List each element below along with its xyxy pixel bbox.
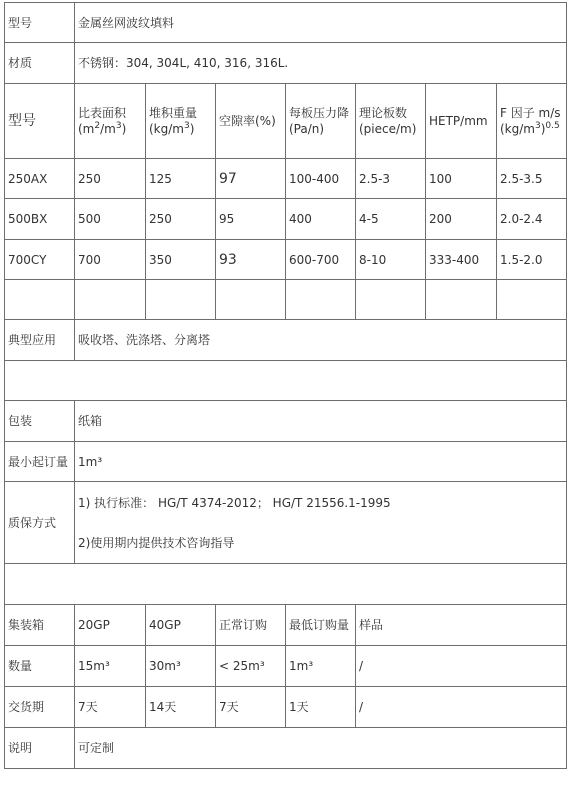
note-value: 可定制 [75, 728, 567, 769]
cell-surface-area: 250 [75, 159, 146, 199]
header-pressure-drop: 每板压力降 (Pa/n) [286, 84, 356, 159]
spec-row [5, 199, 567, 240]
model-value: 金属丝网波纹填料 [75, 3, 567, 43]
cell-hetp: 333-400 [426, 240, 497, 280]
cell-bulk-weight: 125 [146, 159, 216, 199]
spacer-row [5, 564, 567, 605]
shipping-header-row [5, 605, 567, 646]
packaging-label: 包装 [5, 401, 75, 442]
delivery-sample: / [356, 687, 567, 728]
cell-void-ratio: 95 [216, 199, 286, 240]
cell-plates: 8-10 [356, 240, 426, 280]
warranty-line-2: 2)使用期内提供技术咨询指导 [78, 535, 235, 550]
cell-model: 250AX [5, 159, 75, 199]
quantity-normal: < 25m³ [216, 646, 286, 687]
quantity-row [5, 646, 567, 687]
cell-f-factor: 2.5-3.5 [497, 159, 567, 199]
moq-value: 1m³ [75, 442, 567, 482]
cell-pressure-drop: 600-700 [286, 240, 356, 280]
header-normal-order: 正常订购 [216, 605, 286, 646]
quantity-label: 数量 [5, 646, 75, 687]
header-sample: 样品 [356, 605, 567, 646]
model-row [5, 3, 567, 43]
header-theoretical-plates: 理论板数 (piece/m) [356, 84, 426, 159]
warranty-value [75, 482, 567, 564]
cell-plates: 2.5-3 [356, 159, 426, 199]
cell-hetp: 200 [426, 199, 497, 240]
material-row [5, 43, 567, 84]
application-row [5, 320, 567, 361]
header-minimum-order: 最低订购量 [286, 605, 356, 646]
spec-header-row [5, 84, 567, 159]
cell-bulk-weight: 250 [146, 199, 216, 240]
cell-f-factor: 1.5-2.0 [497, 240, 567, 280]
spec-row [5, 159, 567, 199]
cell-void-ratio: 93 [216, 240, 286, 280]
header-f-factor: F 因子 m/s $(kg/m^3)^{0.5}$ [497, 84, 567, 159]
quantity-minimum: 1m³ [286, 646, 356, 687]
header-20gp: 20GP [75, 605, 146, 646]
delivery-40gp: 14天 [146, 687, 216, 728]
delivery-row [5, 687, 567, 728]
header-void-ratio: 空隙率(%) [216, 84, 286, 159]
quantity-40gp: 30m³ [146, 646, 216, 687]
application-label: 典型应用 [5, 320, 75, 361]
warranty-label: 质保方式 [5, 482, 75, 564]
cell-bulk-weight: 350 [146, 240, 216, 280]
cell-surface-area: 500 [75, 199, 146, 240]
cell-hetp: 100 [426, 159, 497, 199]
material-value: 不锈钢：304, 304L, 410, 316, 316L. [75, 43, 567, 84]
quantity-20gp: 15m³ [75, 646, 146, 687]
header-model: 型号 [5, 84, 75, 159]
cell-void-ratio: 97 [216, 159, 286, 199]
header-bulk-weight: 堆积重量 $(kg/m^3)$ [146, 84, 216, 159]
material-label: 材质 [5, 43, 75, 84]
delivery-minimum: 1天 [286, 687, 356, 728]
quantity-sample: / [356, 646, 567, 687]
model-label: 型号 [5, 3, 75, 43]
note-row [5, 728, 567, 769]
application-value: 吸收塔、洗涤塔、分离塔 [75, 320, 567, 361]
spec-row [5, 240, 567, 280]
container-label: 集装箱 [5, 605, 75, 646]
spacer-row [5, 361, 567, 401]
cell-f-factor: 2.0-2.4 [497, 199, 567, 240]
header-hetp: HETP/mm [426, 84, 497, 159]
packaging-value: 纸箱 [75, 401, 567, 442]
delivery-label: 交货期 [5, 687, 75, 728]
cell-plates: 4-5 [356, 199, 426, 240]
cell-pressure-drop: 100-400 [286, 159, 356, 199]
cell-pressure-drop: 400 [286, 199, 356, 240]
moq-row [5, 442, 567, 482]
delivery-20gp: 7天 [75, 687, 146, 728]
empty-spec-row [5, 280, 567, 320]
product-spec-table [4, 2, 567, 769]
cell-surface-area: 700 [75, 240, 146, 280]
header-40gp: 40GP [146, 605, 216, 646]
warranty-row [5, 482, 567, 564]
cell-model: 700CY [5, 240, 75, 280]
delivery-normal: 7天 [216, 687, 286, 728]
header-surface-area: 比表面积 $(m^2/m^3)$ [75, 84, 146, 159]
note-label: 说明 [5, 728, 75, 769]
warranty-line-1: 1) 执行标准： HG/T 4374-2012； HG/T 21556.1-1995 [78, 495, 391, 510]
cell-model: 500BX [5, 199, 75, 240]
moq-label: 最小起订量 [5, 442, 75, 482]
packaging-row [5, 401, 567, 442]
